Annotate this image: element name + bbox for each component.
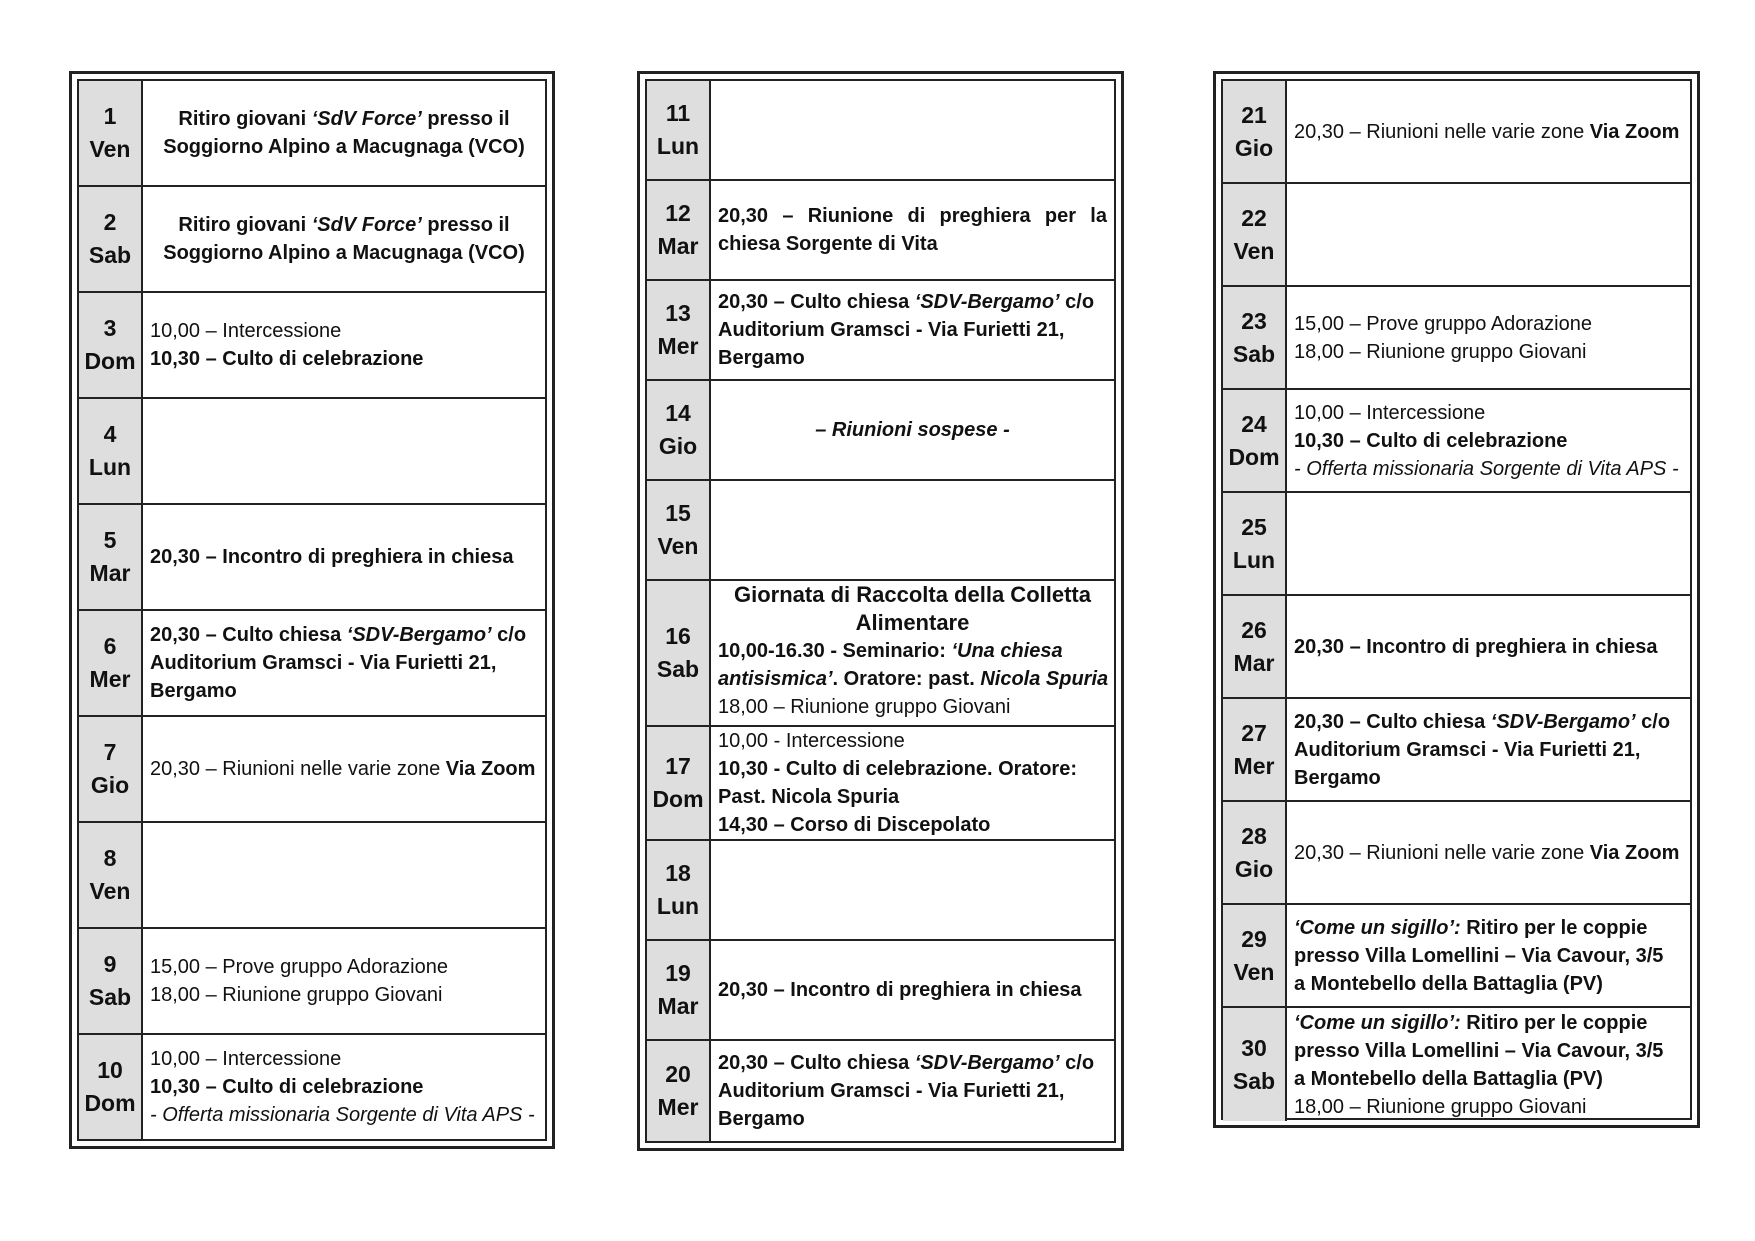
day-weekday: Mer [657, 333, 699, 359]
day-weekday: Sab [656, 656, 700, 682]
day-cell [79, 293, 143, 397]
day-number: 15 [665, 500, 691, 526]
day-number: 20 [665, 1061, 691, 1087]
day-cell [647, 481, 711, 579]
day-number: 3 [103, 315, 117, 341]
day-weekday: Lun [656, 133, 700, 159]
event-text: 15,00 – Prove gruppo Adorazione [1294, 312, 1592, 335]
event-text: 20,30 [718, 205, 769, 227]
day-cell [647, 1041, 711, 1141]
day-row-5 [79, 505, 545, 611]
day-cell [1223, 287, 1287, 388]
event-cell [143, 929, 545, 1033]
event-text: preghiera [939, 205, 1031, 227]
day-number: 8 [103, 845, 117, 871]
event-text: ‘SDV-Bergamo’ [1490, 710, 1636, 733]
day-row-12 [647, 181, 1114, 281]
day-cell [79, 929, 143, 1033]
day-weekday: Gio [1234, 855, 1274, 882]
event-cell [143, 293, 545, 397]
day-row-1 [79, 81, 545, 187]
event-text: Soggiorno Alpino a Macugnaga (VCO) [163, 242, 525, 264]
event-text: presso il [421, 108, 510, 130]
day-weekday: Dom [84, 1090, 136, 1116]
event-text: Via Zoom [445, 758, 536, 780]
calendar-panel-1 [69, 71, 555, 1149]
day-row-14 [647, 381, 1114, 481]
day-row-27 [1223, 699, 1690, 802]
day-weekday: Dom [1228, 443, 1280, 470]
day-cell [79, 81, 143, 185]
day-number: 23 [1241, 307, 1267, 334]
day-row-4 [79, 399, 545, 505]
day-number: 9 [103, 951, 117, 977]
event-cell [143, 717, 545, 821]
day-weekday: Mar [657, 233, 699, 259]
day-weekday: Ven [1233, 958, 1275, 985]
event-text: 10,30 – Culto di celebrazione [150, 348, 424, 370]
event-text: Auditorium Gramsci - Via Furietti 21, [718, 1080, 1065, 1102]
day-weekday: Ven [89, 136, 131, 162]
event-text: a Montebello della Battaglia (PV) [1294, 1067, 1603, 1090]
event-text: chiesa Sorgente di Vita [718, 233, 938, 255]
day-number: 18 [665, 860, 691, 886]
event-text: 20,30 – Culto chiesa [718, 291, 915, 313]
event-text: – Riunioni sospese - [815, 419, 1010, 441]
event-text: - Offerta missionaria Sorgente di Vita APS - [150, 1104, 535, 1126]
day-cell [79, 611, 143, 715]
event-text: 10,00 – Intercessione [150, 1048, 342, 1070]
event-cell [143, 399, 545, 503]
event-cell [1287, 81, 1690, 182]
event-text: Bergamo [150, 680, 237, 702]
day-row-29 [1223, 905, 1690, 1008]
event-text: per [1044, 205, 1077, 227]
event-text: 18,00 – Riunione gruppo Giovani [1294, 1095, 1587, 1118]
event-text: 18,00 – Riunione gruppo Giovani [718, 696, 1011, 718]
event-text: presso Villa Lomellini – Via Cavour, 3/5 [1294, 1039, 1664, 1062]
day-cell [647, 941, 711, 1039]
day-cell [1223, 81, 1287, 182]
day-weekday: Mer [1233, 752, 1275, 779]
day-row-21 [1223, 81, 1690, 184]
event-text: Auditorium Gramsci - Via Furietti 21, [150, 652, 497, 674]
day-weekday: Lun [1232, 546, 1276, 573]
event-text: 20,30 – Incontro di preghiera in chiesa [718, 979, 1082, 1001]
day-weekday: Mer [657, 1094, 699, 1120]
event-text: presso Villa Lomellini – Via Cavour, 3/5 [1294, 944, 1664, 967]
day-cell [1223, 390, 1287, 491]
event-cell [711, 941, 1114, 1039]
day-cell [647, 381, 711, 479]
event-text: Ritiro giovani [178, 108, 312, 130]
event-text: Past. Nicola Spuria [718, 786, 900, 808]
day-weekday: Gio [90, 772, 130, 798]
day-weekday: Mar [1233, 649, 1275, 676]
event-text: Riunione [807, 205, 894, 227]
event-text: Bergamo [718, 347, 805, 369]
day-weekday: Gio [1234, 134, 1274, 161]
day-cell [1223, 905, 1287, 1006]
day-number: 7 [103, 739, 117, 765]
event-text: ‘Come un sigillo’: [1294, 916, 1461, 939]
day-weekday: Ven [657, 533, 699, 559]
day-weekday: Dom [652, 786, 704, 812]
event-cell [1287, 802, 1690, 903]
day-row-2 [79, 187, 545, 293]
event-text: Bergamo [718, 1108, 805, 1130]
event-title: Giornata di Raccolta della Colletta [734, 582, 1091, 607]
event-cell [711, 481, 1114, 579]
day-cell [647, 841, 711, 939]
event-cell [143, 611, 545, 715]
day-cell [1223, 699, 1287, 800]
day-row-6 [79, 611, 545, 717]
event-text: 20,30 – Incontro di preghiera in chiesa [1294, 635, 1658, 658]
event-text: c/o [1059, 1052, 1095, 1074]
day-row-22 [1223, 184, 1690, 287]
day-cell [1223, 1008, 1287, 1121]
day-number: 19 [665, 960, 691, 986]
event-cell [1287, 905, 1690, 1006]
day-weekday: Lun [88, 454, 132, 480]
event-cell [711, 727, 1114, 839]
day-number: 12 [665, 200, 691, 226]
day-number: 25 [1241, 513, 1267, 540]
day-row-15 [647, 481, 1114, 581]
event-text: di [907, 205, 926, 227]
day-cell [1223, 596, 1287, 697]
event-text: c/o [1635, 710, 1671, 733]
day-row-24 [1223, 390, 1690, 493]
day-weekday: Mar [89, 560, 131, 586]
event-cell [1287, 287, 1690, 388]
event-text: 18,00 – Riunione gruppo Giovani [150, 984, 443, 1006]
day-number: 28 [1241, 822, 1267, 849]
day-weekday: Lun [656, 893, 700, 919]
day-cell [79, 505, 143, 609]
calendar-table-2 [645, 79, 1116, 1143]
event-text: ‘SDV-Bergamo’ [914, 291, 1060, 313]
day-row-11 [647, 81, 1114, 181]
event-cell [143, 823, 545, 927]
event-cell [1287, 184, 1690, 285]
day-row-7 [79, 717, 545, 823]
day-number: 24 [1241, 410, 1267, 437]
day-row-25 [1223, 493, 1690, 596]
event-text: Auditorium Gramsci - Via Furietti 21, [718, 319, 1065, 341]
event-text: c/o [1059, 291, 1095, 313]
event-cell [711, 581, 1114, 725]
event-text: Ritiro per le coppie [1460, 916, 1648, 939]
calendar-panel-2 [637, 71, 1124, 1151]
event-title: Alimentare [855, 610, 970, 635]
event-text: Nicola Spuria [980, 668, 1109, 690]
day-row-28 [1223, 802, 1690, 905]
day-number: 1 [103, 103, 117, 129]
day-weekday: Sab [88, 242, 132, 268]
day-weekday: Ven [1233, 237, 1275, 264]
event-cell [143, 81, 545, 185]
event-text: ‘SDV-Bergamo’ [346, 624, 492, 646]
day-number: 11 [665, 100, 691, 126]
event-text: Via Zoom [1589, 120, 1680, 143]
day-weekday: Sab [1232, 340, 1276, 367]
day-number: 21 [1241, 101, 1267, 128]
day-number: 29 [1241, 925, 1267, 952]
event-text: a Montebello della Battaglia (PV) [1294, 972, 1603, 995]
event-text: 18,00 – Riunione gruppo Giovani [1294, 340, 1587, 363]
event-cell [1287, 493, 1690, 594]
event-text: presso il [421, 214, 510, 236]
event-cell [1287, 699, 1690, 800]
day-row-20 [647, 1041, 1114, 1141]
day-number: 5 [103, 527, 117, 553]
event-text: 20,30 – Riunioni nelle varie zone [1294, 841, 1590, 864]
event-text: 10,30 – Culto di celebrazione [1294, 429, 1568, 452]
day-row-8 [79, 823, 545, 929]
event-text: 20,30 – Riunioni nelle varie zone [150, 758, 446, 780]
event-cell [1287, 1008, 1690, 1121]
event-text: 14,30 – Corso di Discepolato [718, 814, 991, 836]
event-text: Bergamo [1294, 766, 1381, 789]
day-row-30 [1223, 1008, 1690, 1121]
day-row-17 [647, 727, 1114, 841]
day-cell [1223, 493, 1287, 594]
day-number: 2 [103, 209, 117, 235]
day-cell [1223, 184, 1287, 285]
day-row-19 [647, 941, 1114, 1041]
day-cell [647, 81, 711, 179]
day-cell [79, 399, 143, 503]
day-weekday: Mar [657, 993, 699, 1019]
day-number: 4 [103, 421, 117, 447]
event-text: 20,30 – Culto chiesa [718, 1052, 915, 1074]
event-cell [711, 181, 1114, 279]
event-cell [143, 505, 545, 609]
event-text: ‘SDV-Bergamo’ [914, 1052, 1060, 1074]
day-row-13 [647, 281, 1114, 381]
day-row-3 [79, 293, 545, 399]
calendar-table-3 [1221, 79, 1692, 1120]
event-text: ‘SdV Force’ [311, 214, 422, 236]
event-cell [711, 381, 1114, 479]
calendar-table-1 [77, 79, 547, 1141]
day-number: 10 [97, 1057, 123, 1083]
day-cell [79, 717, 143, 821]
event-text: 10,00 – Intercessione [1294, 401, 1486, 424]
day-number: 13 [665, 300, 691, 326]
event-text: 10,30 - Culto di celebrazione. Oratore: [718, 758, 1077, 780]
event-text: ‘Una chiesa [951, 640, 1063, 662]
day-number: 16 [665, 623, 691, 649]
day-number: 17 [665, 753, 691, 779]
day-cell [647, 727, 711, 839]
day-cell [79, 187, 143, 291]
day-number: 14 [665, 400, 691, 426]
day-row-9 [79, 929, 545, 1035]
event-cell [143, 1035, 545, 1139]
event-text: la [1090, 205, 1107, 227]
event-text: - Offerta missionaria Sorgente di Vita APS - [1294, 457, 1679, 480]
day-cell [647, 581, 711, 725]
event-text: Auditorium Gramsci - Via Furietti 21, [1294, 738, 1641, 761]
day-weekday: Sab [1232, 1067, 1276, 1094]
event-text: 10,00-16.30 - Seminario: [718, 640, 952, 662]
day-number: 30 [1241, 1034, 1267, 1061]
day-row-16 [647, 581, 1114, 727]
day-row-26 [1223, 596, 1690, 699]
day-weekday: Sab [88, 984, 132, 1010]
event-text: 10,30 – Culto di celebrazione [150, 1076, 424, 1098]
day-row-23 [1223, 287, 1690, 390]
day-cell [1223, 802, 1287, 903]
event-text: 20,30 – Incontro di preghiera in chiesa [150, 546, 514, 568]
event-text: ‘SdV Force’ [311, 108, 422, 130]
day-cell [79, 1035, 143, 1139]
day-row-10 [79, 1035, 545, 1139]
event-cell [143, 187, 545, 291]
event-text: Ritiro per le coppie [1460, 1011, 1648, 1034]
event-text: 10,00 - Intercessione [718, 730, 905, 752]
event-text: 10,00 – Intercessione [150, 320, 342, 342]
day-weekday: Mer [89, 666, 131, 692]
event-text: 15,00 – Prove gruppo Adorazione [150, 956, 448, 978]
day-cell [647, 181, 711, 279]
event-text: c/o [491, 624, 527, 646]
event-cell [1287, 390, 1690, 491]
event-text: 20,30 – Culto chiesa [1294, 710, 1491, 733]
event-cell [711, 81, 1114, 179]
day-number: 27 [1241, 719, 1267, 746]
event-text: 20,30 – Culto chiesa [150, 624, 347, 646]
calendar-panel-3 [1213, 71, 1700, 1128]
event-cell [711, 841, 1114, 939]
day-weekday: Dom [84, 348, 136, 374]
day-cell [647, 281, 711, 379]
event-text: – [782, 205, 794, 227]
event-text: Soggiorno Alpino a Macugnaga (VCO) [163, 136, 525, 158]
event-text: 20,30 – Riunioni nelle varie zone [1294, 120, 1590, 143]
event-cell [711, 1041, 1114, 1141]
day-cell [79, 823, 143, 927]
day-weekday: Ven [89, 878, 131, 904]
event-text: Ritiro giovani [178, 214, 312, 236]
event-text: Via Zoom [1589, 841, 1680, 864]
day-number: 6 [103, 633, 117, 659]
day-number: 26 [1241, 616, 1267, 643]
event-text: antisismica’ [718, 668, 833, 690]
event-text: . Oratore: past. [832, 668, 981, 690]
event-text: ‘Come un sigillo’: [1294, 1011, 1461, 1034]
day-weekday: Gio [658, 433, 698, 459]
event-cell [711, 281, 1114, 379]
day-number: 22 [1241, 204, 1267, 231]
event-cell [1287, 596, 1690, 697]
day-row-18 [647, 841, 1114, 941]
